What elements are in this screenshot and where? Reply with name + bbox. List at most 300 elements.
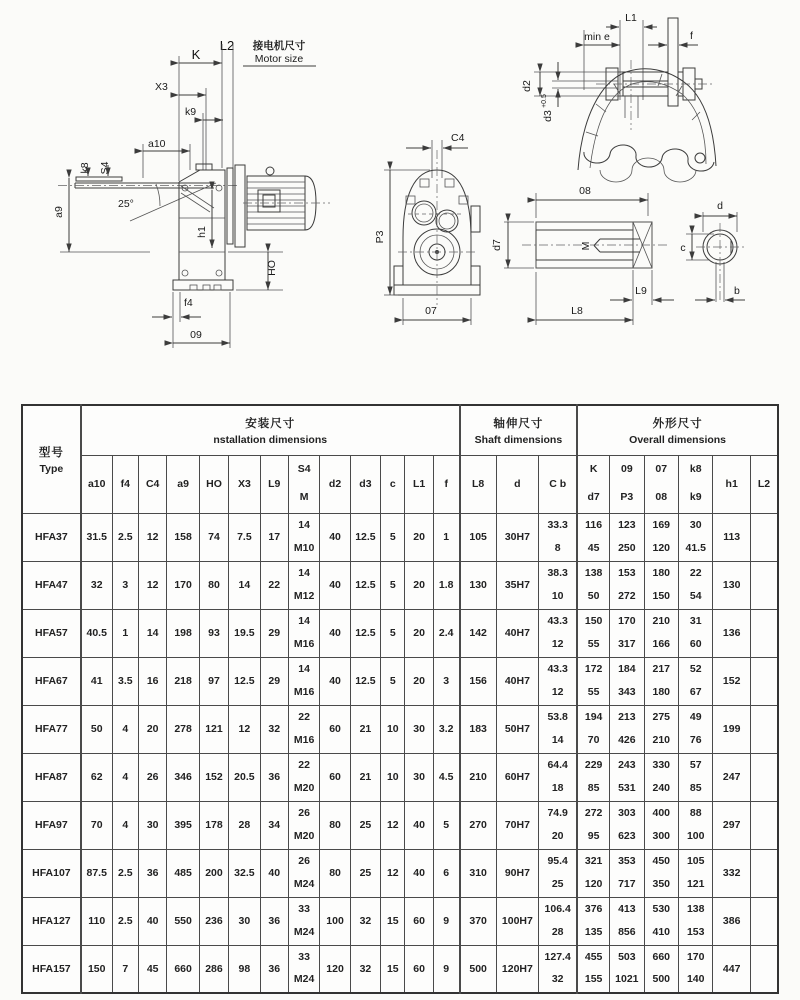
value-cell: 28 bbox=[229, 801, 260, 849]
value-cell: 12 bbox=[139, 561, 167, 609]
value-cell: 297 bbox=[713, 801, 750, 849]
value-cell: 60 bbox=[405, 945, 433, 993]
table-row bbox=[22, 609, 778, 657]
value-cell: 21 bbox=[350, 705, 380, 753]
value-cell: 40 bbox=[260, 849, 288, 897]
value-cell: 12.5 bbox=[350, 561, 380, 609]
value-cell: 12.5 bbox=[350, 609, 380, 657]
label-p3: P3 bbox=[374, 230, 386, 244]
value-cell: 217 180 bbox=[644, 657, 678, 705]
value-cell: 485 bbox=[167, 849, 199, 897]
technical-drawing bbox=[0, 0, 800, 400]
value-cell: 2.5 bbox=[112, 513, 138, 561]
value-cell: 50H7 bbox=[496, 705, 539, 753]
value-cell: 152 bbox=[713, 657, 750, 705]
value-cell: 170 317 bbox=[610, 609, 644, 657]
column-header: 09 P3 bbox=[610, 455, 644, 513]
value-cell: 321 120 bbox=[577, 849, 609, 897]
value-cell: 80 bbox=[320, 849, 350, 897]
value-cell: 3 bbox=[433, 657, 459, 705]
value-cell: 353 717 bbox=[610, 849, 644, 897]
value-cell: 64.4 18 bbox=[539, 753, 578, 801]
value-cell: 31.5 bbox=[81, 513, 112, 561]
label-k8: k8 bbox=[79, 162, 91, 174]
value-cell: 14 M10 bbox=[288, 513, 319, 561]
front-view-drawing bbox=[374, 132, 480, 325]
value-cell: 22 M16 bbox=[288, 705, 319, 753]
label-x3: X3 bbox=[155, 81, 168, 93]
table-column-row bbox=[22, 455, 778, 513]
value-cell: 332 bbox=[713, 849, 750, 897]
column-header: h1 bbox=[713, 455, 750, 513]
value-cell: 16 bbox=[139, 657, 167, 705]
column-header: S4 M bbox=[288, 455, 319, 513]
table-body bbox=[22, 513, 778, 993]
value-cell: 12.5 bbox=[350, 513, 380, 561]
value-cell: 370 bbox=[460, 897, 496, 945]
group-header bbox=[81, 405, 460, 455]
value-cell: 138 50 bbox=[577, 561, 609, 609]
value-cell: 194 70 bbox=[577, 705, 609, 753]
value-cell: 127.4 32 bbox=[539, 945, 578, 993]
value-cell: 346 bbox=[167, 753, 199, 801]
group-header bbox=[460, 405, 578, 455]
value-cell: 50 bbox=[81, 705, 112, 753]
label-b: b bbox=[734, 285, 740, 297]
value-cell: 52 67 bbox=[678, 657, 712, 705]
value-cell: 275 210 bbox=[644, 705, 678, 753]
column-header: X3 bbox=[229, 455, 260, 513]
value-cell: 31 60 bbox=[678, 609, 712, 657]
value-cell: 7 bbox=[112, 945, 138, 993]
value-cell: 142 bbox=[460, 609, 496, 657]
type-cell: HFA77 bbox=[22, 705, 81, 753]
type-cell: HFA37 bbox=[22, 513, 81, 561]
label-d: d bbox=[717, 200, 723, 212]
value-cell: 32.5 bbox=[229, 849, 260, 897]
type-cell: HFA157 bbox=[22, 945, 81, 993]
value-cell: 74 bbox=[199, 513, 228, 561]
value-cell: 450 350 bbox=[644, 849, 678, 897]
type-cell: HFA87 bbox=[22, 753, 81, 801]
table-row bbox=[22, 801, 778, 849]
value-cell: 25 bbox=[350, 849, 380, 897]
value-cell: 36 bbox=[260, 753, 288, 801]
value-cell: 26 bbox=[139, 753, 167, 801]
type-cell: HFA107 bbox=[22, 849, 81, 897]
column-header: K d7 bbox=[577, 455, 609, 513]
value-cell: 60 bbox=[320, 753, 350, 801]
value-cell: 400 300 bbox=[644, 801, 678, 849]
value-cell: 178 bbox=[199, 801, 228, 849]
label-motor-size-cn: 接电机尺寸 bbox=[252, 40, 306, 52]
label-a10: a10 bbox=[148, 138, 166, 150]
value-cell: 36 bbox=[260, 945, 288, 993]
column-header: a9 bbox=[167, 455, 199, 513]
label-motor-size-en: Motor size bbox=[254, 53, 304, 65]
value-cell: 36 bbox=[260, 897, 288, 945]
value-cell bbox=[750, 513, 778, 561]
value-cell: 6 bbox=[433, 849, 459, 897]
value-cell bbox=[750, 801, 778, 849]
value-cell: 100 bbox=[320, 897, 350, 945]
value-cell: 116 45 bbox=[577, 513, 609, 561]
value-cell: 272 95 bbox=[577, 801, 609, 849]
value-cell: 32 bbox=[350, 945, 380, 993]
value-cell: 14 M12 bbox=[288, 561, 319, 609]
value-cell: 530 410 bbox=[644, 897, 678, 945]
value-cell: 9 bbox=[433, 897, 459, 945]
value-cell: 74.9 20 bbox=[539, 801, 578, 849]
table-row bbox=[22, 753, 778, 801]
value-cell: 40 bbox=[320, 561, 350, 609]
type-cell: HFA57 bbox=[22, 609, 81, 657]
value-cell: 95.4 25 bbox=[539, 849, 578, 897]
value-cell: 5 bbox=[381, 561, 405, 609]
column-header: C b bbox=[539, 455, 578, 513]
value-cell: 2.4 bbox=[433, 609, 459, 657]
value-cell: 121 bbox=[199, 705, 228, 753]
value-cell: 7.5 bbox=[229, 513, 260, 561]
label-f4: f4 bbox=[184, 297, 193, 309]
value-cell: 20.5 bbox=[229, 753, 260, 801]
value-cell bbox=[750, 753, 778, 801]
value-cell: 395 bbox=[167, 801, 199, 849]
type-cell: HFA47 bbox=[22, 561, 81, 609]
value-cell: 210 166 bbox=[644, 609, 678, 657]
type-cell: HFA97 bbox=[22, 801, 81, 849]
value-cell: 40 bbox=[320, 609, 350, 657]
value-cell bbox=[750, 657, 778, 705]
value-cell: 213 426 bbox=[610, 705, 644, 753]
table-group-row bbox=[22, 405, 778, 455]
value-cell: 12.5 bbox=[229, 657, 260, 705]
value-cell: 3 bbox=[112, 561, 138, 609]
value-cell: 3.5 bbox=[112, 657, 138, 705]
value-cell: 30H7 bbox=[496, 513, 539, 561]
value-cell: 53.8 14 bbox=[539, 705, 578, 753]
value-cell: 80 bbox=[199, 561, 228, 609]
value-cell: 30 bbox=[405, 705, 433, 753]
label-k9: k9 bbox=[185, 106, 197, 118]
value-cell: 447 bbox=[713, 945, 750, 993]
value-cell: 386 bbox=[713, 897, 750, 945]
value-cell: 310 bbox=[460, 849, 496, 897]
value-cell: 5 bbox=[381, 657, 405, 705]
label-angle: 25° bbox=[118, 198, 134, 210]
value-cell: 36 bbox=[139, 849, 167, 897]
value-cell: 330 240 bbox=[644, 753, 678, 801]
label-d2: d2 bbox=[521, 80, 533, 92]
value-cell: 1.8 bbox=[433, 561, 459, 609]
value-cell: 286 bbox=[199, 945, 228, 993]
value-cell: 32 bbox=[81, 561, 112, 609]
side-view-drawing bbox=[53, 38, 330, 348]
value-cell: 199 bbox=[713, 705, 750, 753]
table-row bbox=[22, 849, 778, 897]
group-header-cn: 轴伸尺寸 bbox=[493, 417, 544, 430]
value-cell: 158 bbox=[167, 513, 199, 561]
value-cell: 153 272 bbox=[610, 561, 644, 609]
value-cell: 30 41.5 bbox=[678, 513, 712, 561]
value-cell: 90H7 bbox=[496, 849, 539, 897]
value-cell: 98 bbox=[229, 945, 260, 993]
value-cell: 14 M16 bbox=[288, 609, 319, 657]
value-cell: 9 bbox=[433, 945, 459, 993]
value-cell: 88 100 bbox=[678, 801, 712, 849]
value-cell: 120H7 bbox=[496, 945, 539, 993]
table-row bbox=[22, 513, 778, 561]
value-cell: 15 bbox=[381, 897, 405, 945]
value-cell: 40 bbox=[405, 849, 433, 897]
value-cell: 40H7 bbox=[496, 609, 539, 657]
value-cell bbox=[750, 561, 778, 609]
value-cell: 32 bbox=[350, 897, 380, 945]
label-c: c bbox=[680, 242, 686, 254]
value-cell: 200 bbox=[199, 849, 228, 897]
value-cell: 20 bbox=[405, 561, 433, 609]
value-cell: 10 bbox=[381, 753, 405, 801]
value-cell bbox=[750, 945, 778, 993]
label-h1: h1 bbox=[196, 226, 208, 238]
value-cell: 303 623 bbox=[610, 801, 644, 849]
mount-detail-drawing bbox=[521, 12, 716, 182]
value-cell: 70H7 bbox=[496, 801, 539, 849]
label-o8: 08 bbox=[579, 185, 591, 197]
value-cell: 32 bbox=[260, 705, 288, 753]
value-cell: 80 bbox=[320, 801, 350, 849]
value-cell: 60 bbox=[320, 705, 350, 753]
column-header: HO bbox=[199, 455, 228, 513]
label-o7: 07 bbox=[425, 305, 437, 317]
label-a9: a9 bbox=[53, 206, 65, 218]
table-row bbox=[22, 657, 778, 705]
group-header-en: Shaft dimensions bbox=[474, 433, 563, 446]
value-cell: 20 bbox=[405, 513, 433, 561]
column-header: c bbox=[381, 455, 405, 513]
value-cell: 60H7 bbox=[496, 753, 539, 801]
value-cell: 247 bbox=[713, 753, 750, 801]
value-cell: 229 85 bbox=[577, 753, 609, 801]
value-cell: 500 bbox=[460, 945, 496, 993]
value-cell: 138 153 bbox=[678, 897, 712, 945]
value-cell: 43.3 12 bbox=[539, 657, 578, 705]
group-header-cn: 外形尺寸 bbox=[652, 417, 703, 430]
value-cell: 49 76 bbox=[678, 705, 712, 753]
label-l8: L8 bbox=[571, 305, 583, 317]
value-cell bbox=[750, 705, 778, 753]
type-header-cn: 型号 bbox=[38, 446, 64, 459]
column-header: f4 bbox=[112, 455, 138, 513]
value-cell: 26 M24 bbox=[288, 849, 319, 897]
value-cell: 97 bbox=[199, 657, 228, 705]
value-cell: 236 bbox=[199, 897, 228, 945]
label-d3: d3 bbox=[542, 110, 554, 122]
value-cell: 22 bbox=[260, 561, 288, 609]
value-cell: 12 bbox=[381, 849, 405, 897]
label-min-e: min e bbox=[584, 31, 610, 43]
value-cell: 12 bbox=[139, 513, 167, 561]
value-cell: 40 bbox=[405, 801, 433, 849]
value-cell: 40 bbox=[320, 657, 350, 705]
value-cell: 130 bbox=[713, 561, 750, 609]
column-header: d2 bbox=[320, 455, 350, 513]
dimensions-table bbox=[21, 404, 779, 994]
value-cell: 20 bbox=[139, 705, 167, 753]
label-d7: d7 bbox=[491, 239, 503, 251]
column-header: d bbox=[496, 455, 539, 513]
type-cell: HFA67 bbox=[22, 657, 81, 705]
value-cell: 25 bbox=[350, 801, 380, 849]
type-header-en: Type bbox=[39, 462, 64, 475]
column-header: a10 bbox=[81, 455, 112, 513]
value-cell: 29 bbox=[260, 609, 288, 657]
value-cell: 413 856 bbox=[610, 897, 644, 945]
value-cell: 12 bbox=[381, 801, 405, 849]
value-cell: 22 M20 bbox=[288, 753, 319, 801]
value-cell: 150 55 bbox=[577, 609, 609, 657]
type-header bbox=[22, 405, 81, 513]
value-cell: 40H7 bbox=[496, 657, 539, 705]
value-cell: 455 155 bbox=[577, 945, 609, 993]
value-cell: 660 500 bbox=[644, 945, 678, 993]
value-cell: 22 54 bbox=[678, 561, 712, 609]
value-cell: 105 bbox=[460, 513, 496, 561]
table-row bbox=[22, 897, 778, 945]
value-cell: 106.4 28 bbox=[539, 897, 578, 945]
value-cell: 34 bbox=[260, 801, 288, 849]
value-cell: 1 bbox=[112, 609, 138, 657]
value-cell: 30 bbox=[139, 801, 167, 849]
label-k: K bbox=[191, 47, 201, 62]
value-cell: 2.5 bbox=[112, 849, 138, 897]
value-cell: 21 bbox=[350, 753, 380, 801]
value-cell: 10 bbox=[381, 705, 405, 753]
value-cell: 30 bbox=[405, 753, 433, 801]
value-cell: 33 M24 bbox=[288, 945, 319, 993]
label-m-thread: M bbox=[580, 241, 592, 251]
label-l9: L9 bbox=[635, 285, 647, 297]
label-ho: HO bbox=[266, 260, 278, 276]
value-cell: 278 bbox=[167, 705, 199, 753]
value-cell: 3.2 bbox=[433, 705, 459, 753]
value-cell: 136 bbox=[713, 609, 750, 657]
value-cell: 4 bbox=[112, 753, 138, 801]
value-cell: 60 bbox=[405, 897, 433, 945]
value-cell: 20 bbox=[405, 657, 433, 705]
value-cell: 170 bbox=[167, 561, 199, 609]
value-cell: 15 bbox=[381, 945, 405, 993]
value-cell: 180 150 bbox=[644, 561, 678, 609]
column-header: L2 bbox=[750, 455, 778, 513]
value-cell: 57 85 bbox=[678, 753, 712, 801]
value-cell: 30 bbox=[229, 897, 260, 945]
label-l1: L1 bbox=[625, 12, 637, 24]
value-cell: 100H7 bbox=[496, 897, 539, 945]
group-header-cn: 安装尺寸 bbox=[245, 417, 296, 430]
value-cell: 376 135 bbox=[577, 897, 609, 945]
value-cell: 218 bbox=[167, 657, 199, 705]
column-header: L8 bbox=[460, 455, 496, 513]
value-cell: 87.5 bbox=[81, 849, 112, 897]
value-cell: 14 M16 bbox=[288, 657, 319, 705]
value-cell: 40 bbox=[139, 897, 167, 945]
value-cell: 113 bbox=[713, 513, 750, 561]
value-cell: 17 bbox=[260, 513, 288, 561]
value-cell: 26 M20 bbox=[288, 801, 319, 849]
type-cell: HFA127 bbox=[22, 897, 81, 945]
value-cell: 70 bbox=[81, 801, 112, 849]
value-cell: 110 bbox=[81, 897, 112, 945]
value-cell: 29 bbox=[260, 657, 288, 705]
value-cell bbox=[750, 897, 778, 945]
label-l2: L2 bbox=[219, 38, 235, 53]
value-cell: 93 bbox=[199, 609, 228, 657]
dimensions-table-wrap bbox=[21, 404, 779, 994]
value-cell: 120 bbox=[320, 945, 350, 993]
table-row bbox=[22, 561, 778, 609]
label-o9: 09 bbox=[190, 329, 202, 341]
value-cell: 1 bbox=[433, 513, 459, 561]
column-header: f bbox=[433, 455, 459, 513]
value-cell: 550 bbox=[167, 897, 199, 945]
value-cell: 20 bbox=[405, 609, 433, 657]
value-cell: 5 bbox=[381, 513, 405, 561]
value-cell: 41 bbox=[81, 657, 112, 705]
group-header-en: nstallation dimensions bbox=[213, 433, 328, 446]
column-header: L1 bbox=[405, 455, 433, 513]
column-header: C4 bbox=[139, 455, 167, 513]
value-cell: 2.5 bbox=[112, 897, 138, 945]
value-cell: 40.5 bbox=[81, 609, 112, 657]
value-cell: 105 121 bbox=[678, 849, 712, 897]
value-cell: 172 55 bbox=[577, 657, 609, 705]
label-d3-tolerance: +0.5 bbox=[541, 94, 548, 108]
value-cell bbox=[750, 849, 778, 897]
value-cell: 12 bbox=[229, 705, 260, 753]
value-cell: 33 M24 bbox=[288, 897, 319, 945]
value-cell: 40 bbox=[320, 513, 350, 561]
shaft-section-drawing bbox=[491, 185, 745, 325]
label-c4: C4 bbox=[451, 132, 465, 144]
value-cell: 270 bbox=[460, 801, 496, 849]
label-s4: S4 bbox=[99, 161, 111, 175]
column-header: L9 bbox=[260, 455, 288, 513]
value-cell: 35H7 bbox=[496, 561, 539, 609]
value-cell: 4.5 bbox=[433, 753, 459, 801]
value-cell: 130 bbox=[460, 561, 496, 609]
label-f: f bbox=[690, 30, 693, 42]
value-cell: 152 bbox=[199, 753, 228, 801]
value-cell: 184 343 bbox=[610, 657, 644, 705]
table-row bbox=[22, 945, 778, 993]
value-cell: 33.3 8 bbox=[539, 513, 578, 561]
value-cell: 19.5 bbox=[229, 609, 260, 657]
column-header: d3 bbox=[350, 455, 380, 513]
value-cell: 4 bbox=[112, 705, 138, 753]
value-cell: 660 bbox=[167, 945, 199, 993]
value-cell: 38.3 10 bbox=[539, 561, 578, 609]
value-cell: 183 bbox=[460, 705, 496, 753]
value-cell: 210 bbox=[460, 753, 496, 801]
value-cell: 4 bbox=[112, 801, 138, 849]
value-cell: 243 531 bbox=[610, 753, 644, 801]
value-cell: 150 bbox=[81, 945, 112, 993]
value-cell bbox=[750, 609, 778, 657]
value-cell: 12.5 bbox=[350, 657, 380, 705]
value-cell: 198 bbox=[167, 609, 199, 657]
value-cell: 14 bbox=[229, 561, 260, 609]
